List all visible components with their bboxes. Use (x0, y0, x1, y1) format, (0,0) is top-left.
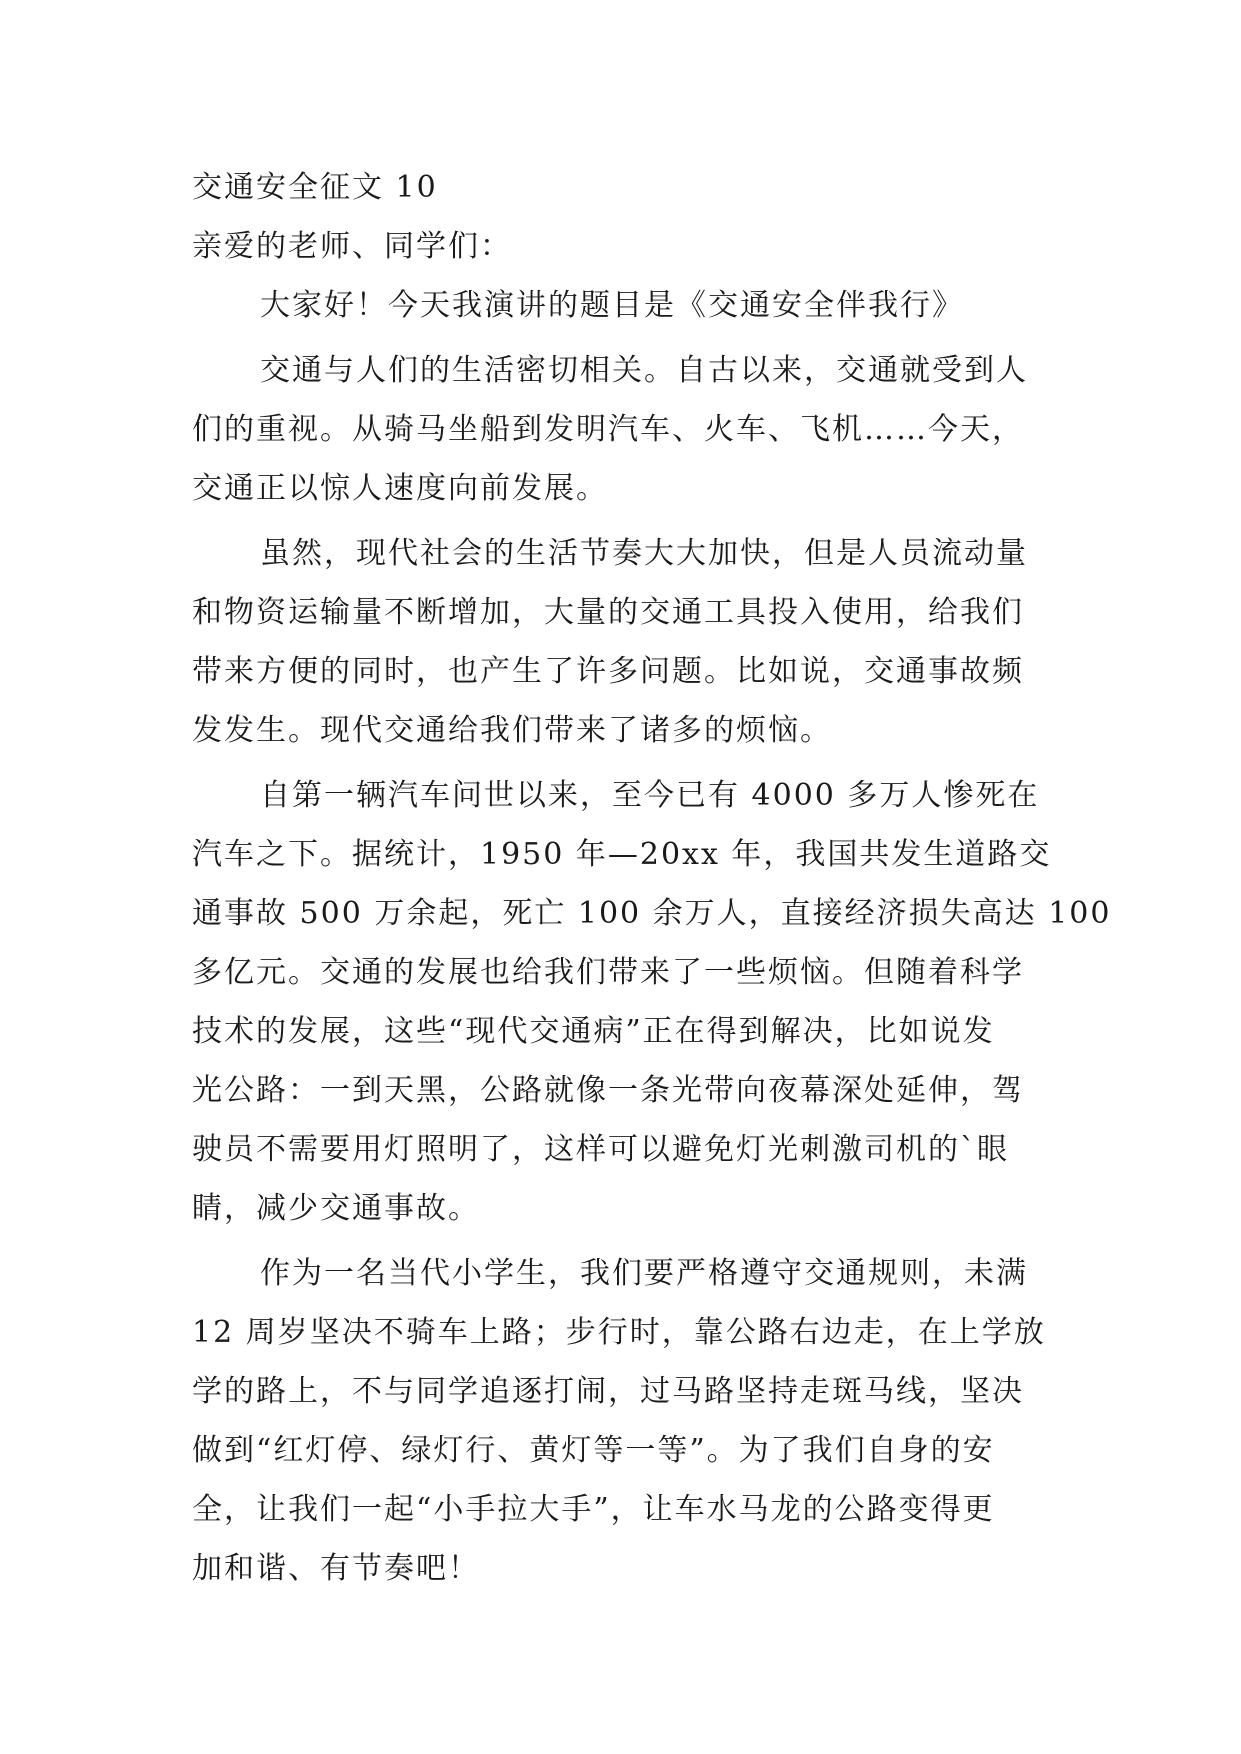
paragraph-line: 全，让我们一起“小手拉大手”，让车水马龙的公路变得更 (192, 1492, 995, 1527)
paragraph-line: 作为一名当代小学生，我们要严格遵守交通规则，未满 (260, 1256, 1028, 1291)
document-body (192, 158, 1112, 1598)
paragraph-line: 汽车之下。据统计，1950 年—20xx 年，我国共发生道路交 (192, 837, 1052, 872)
paragraph-line: 发发生。现代交通给我们带来了诸多的烦恼。 (192, 713, 832, 748)
paragraph-line: 12 周岁坚决不骑车上路；步行时，靠公路右边走，在上学放 (192, 1315, 1046, 1350)
paragraph-line: 做到“红灯停、绿灯行、黄灯等一等”。为了我们自身的安 (192, 1433, 995, 1468)
paragraph-line: 驶员不需要用灯照明了，这样可以避免灯光刺激司机的`眼 (192, 1132, 1009, 1167)
paragraph (192, 1244, 1072, 1598)
document-title: 交通安全征文 10 (192, 170, 438, 205)
paragraph-line: 多亿元。交通的发展也给我们带来了一些烦恼。但随着科学 (192, 955, 1024, 990)
paragraph-line: 光公路：一到天黑，公路就像一条光带向夜幕深处延伸，驾 (192, 1073, 1024, 1108)
paragraph-line: 交通正以惊人速度向前发展。 (192, 471, 608, 506)
paragraph (192, 524, 1072, 760)
paragraph-line: 交通与人们的生活密切相关。自古以来，交通就受到人 (260, 353, 1028, 388)
paragraph-line: 虽然，现代社会的生活节奏大大加快，但是人员流动量 (260, 536, 1028, 571)
paragraph-line: 技术的发展，这些“现代交通病”正在得到解决，比如说发 (192, 1014, 995, 1049)
paragraph-line: 自第一辆汽车问世以来，至今已有 4000 多万人惨死在 (260, 778, 1040, 813)
paragraph-line: 学的路上，不与同学追逐打闹，过马路坚持走斑马线，坚决 (192, 1374, 1024, 1409)
paragraph (192, 276, 1072, 335)
paragraph-line: 们的重视。从骑马坐船到发明汽车、火车、飞机……今天， (192, 412, 1024, 447)
paragraph-line: 加和谐、有节奏吧！ (192, 1551, 480, 1586)
paragraph-line: 带来方便的同时，也产生了许多问题。比如说，交通事故频 (192, 654, 1024, 689)
paragraph-line: 和物资运输量不断增加，大量的交通工具投入使用，给我们 (192, 595, 1024, 630)
paragraph-line: 睛，减少交通事故。 (192, 1191, 480, 1226)
paragraph (192, 766, 1112, 1238)
salutation: 亲爱的老师、同学们： (192, 229, 512, 264)
paragraph (192, 341, 1072, 518)
paragraph-line: 大家好！今天我演讲的题目是《交通安全伴我行》 (260, 288, 964, 323)
paragraph-line: 通事故 500 万余起，死亡 100 余万人，直接经济损失高达 100 (192, 896, 1112, 931)
